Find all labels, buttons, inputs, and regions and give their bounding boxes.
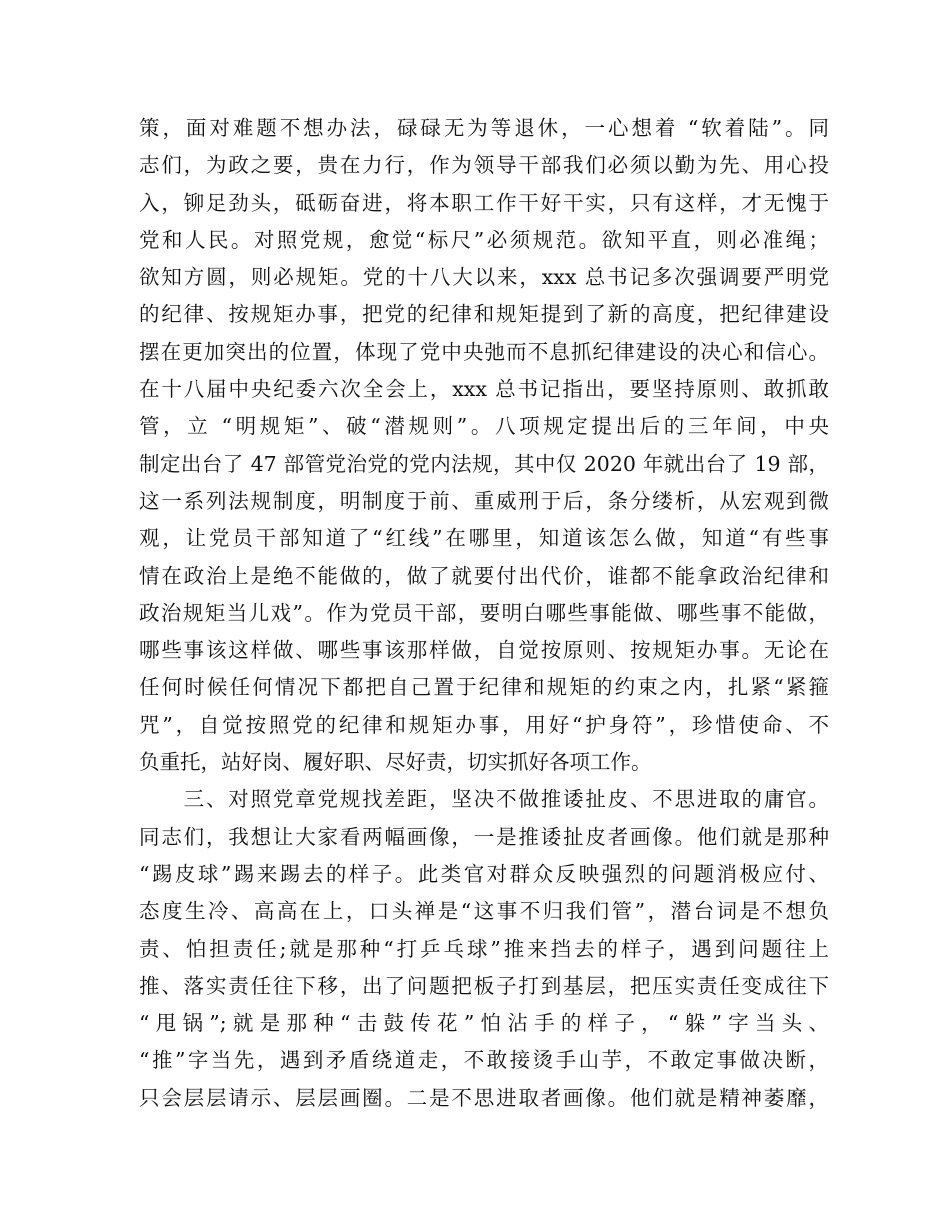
- text-line-21: “踢皮球”踢来踢去的样子。此类官对群众反映强烈的问题消极应付、: [139, 861, 829, 886]
- text-line-14: 政治规矩当儿戏”。作为党员干部，要明白哪些事能做、哪些事不能做，: [139, 600, 829, 625]
- text-line-9: 管，立 “明规矩”、破“潜规则”。八项规定提出后的三年间，中央: [139, 414, 829, 439]
- text-line-20: 同志们，我想让大家看两幅画像，一是推诿扯皮者画像。他们就是那种: [139, 824, 829, 849]
- text-line-5: 欲知方圆，则必规矩。党的十八大以来，xxx 总书记多次强调要严明党: [139, 265, 829, 290]
- text-line-24: 推、落实责任往下移，出了问题把板子打到基层，把压实责任变成往下: [139, 973, 829, 998]
- text-line-11: 这一系列法规制度，明制度于前、重威刑于后，条分缕析，从宏观到微: [139, 488, 829, 513]
- text-line-1: 策，面对难题不想办法，碌碌无为等退休，一心想着 “软着陆”。同: [139, 116, 829, 140]
- text-line-2: 志们，为政之要，贵在力行，作为领导干部我们必须以勤为先、用心投: [139, 153, 829, 178]
- text-line-7: 摆在更加突出的位置，体现了党中央弛而不息抓纪律建设的决心和信心。: [139, 339, 829, 364]
- text-line-13: 情在政治上是绝不能做的，做了就要付出代价，谁都不能拿政治纪律和: [139, 563, 829, 588]
- body-text: [139, 110, 829, 1117]
- text-line-19: 三、对照党章党规找差距，坚决不做推诿扯皮、不思进取的庸官。: [139, 787, 829, 812]
- text-line-4: 党和人民。对照党规，愈觉“标尺”必须规范。欲知平直，则必准绳；: [139, 227, 829, 252]
- text-line-22: 态度生冷、高高在上，口头禅是“这事不归我们管”，潜台词是不想负: [139, 899, 829, 924]
- text-line-3: 入，铆足劲头，砥砺奋进，将本职工作干好干实，只有这样，才无愧于: [139, 190, 829, 215]
- text-line-26: “推”字当先，遇到矛盾绕道走，不敢接烫手山芋，不敢定事做决断，: [139, 1048, 829, 1073]
- text-line-18: 负重托，站好岗、履好职、尽好责，切实抓好各项工作。: [139, 750, 652, 775]
- text-line-16: 任何时候任何情况下都把自己置于纪律和规矩的约束之内，扎紧“紧箍: [139, 675, 829, 700]
- text-line-23: 责、怕担责任;就是那种“打乒乓球”推来挡去的样子，遇到问题往上: [139, 936, 829, 961]
- text-line-15: 哪些事该这样做、哪些事该那样做，自觉按原则、按规矩办事。无论在: [139, 638, 829, 663]
- text-line-25: “甩锅”;就是那种“击鼓传花”怕沾手的样子，“躲”字当头、: [139, 1011, 829, 1036]
- text-line-27: 只会层层请示、层层画圈。二是不思进取者画像。他们就是精神萎靡，: [139, 1085, 829, 1110]
- text-line-12: 观，让党员干部知道了“红线”在哪里，知道该怎么做，知道“有些事: [139, 526, 829, 551]
- text-line-17: 咒”，自觉按照党的纪律和规矩办事，用好“护身符”，珍惜使命、不: [139, 712, 829, 737]
- text-line-10: 制定出台了 47 部管党治党的党内法规，其中仅 2020 年就出台了 19 部，: [139, 451, 829, 476]
- text-line-6: 的纪律、按规矩办事，把党的纪律和规矩提到了新的高度，把纪律建设: [139, 302, 829, 327]
- text-line-8: 在十八届中央纪委六次全会上，xxx 总书记指出，要坚持原则、敢抓敢: [139, 377, 829, 402]
